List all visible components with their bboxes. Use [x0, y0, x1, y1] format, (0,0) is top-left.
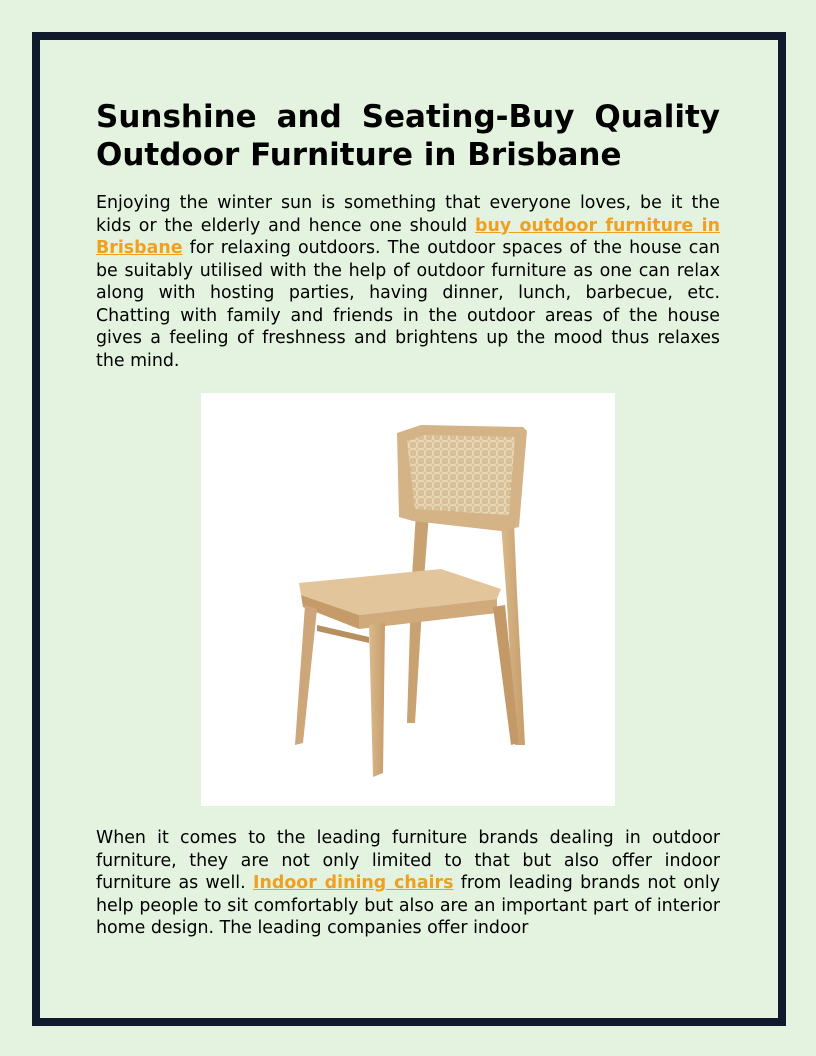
dining-chairs-paragraph	[96, 827, 720, 940]
indoor-dining-chairs-link[interactable]: Indoor dining chairs	[253, 873, 454, 893]
intro-text-start: Enjoying the winter sun is something that everyone loves, be it the kids or the elderly and hence one should	[96, 193, 720, 236]
intro-paragraph	[96, 192, 720, 372]
page-title: Sunshine and Seating-Buy Quality Outdoor Furniture in Brisbane	[96, 99, 720, 173]
dining-text-start: When it comes to the leading furniture brands dealing in outdoor furniture, they are not only limited to that but also offer indoor furniture as well.	[96, 828, 720, 893]
wooden-chair-illustration	[201, 393, 615, 806]
buy-outdoor-furniture-link[interactable]: buy outdoor furniture in Brisbane	[96, 215, 721, 258]
article-body	[96, 98, 720, 372]
intro-text-end: for relaxing outdoors. The outdoor spaces of the house can be suitably utilised with the help of outdoor furniture as one can relax along with hosting parties, having dinner, lunch, barbecue, etc. Chatting with family and friends in the outdoor areas of the house gives a feeling of freshness and brightens up the mood thus relaxes the mind.	[96, 238, 720, 371]
dining-text-end: from leading brands not only help people to sit comfortably but also are an important part of interior home design. The leading companies offer indoor	[96, 873, 721, 938]
chair-image	[201, 393, 615, 806]
